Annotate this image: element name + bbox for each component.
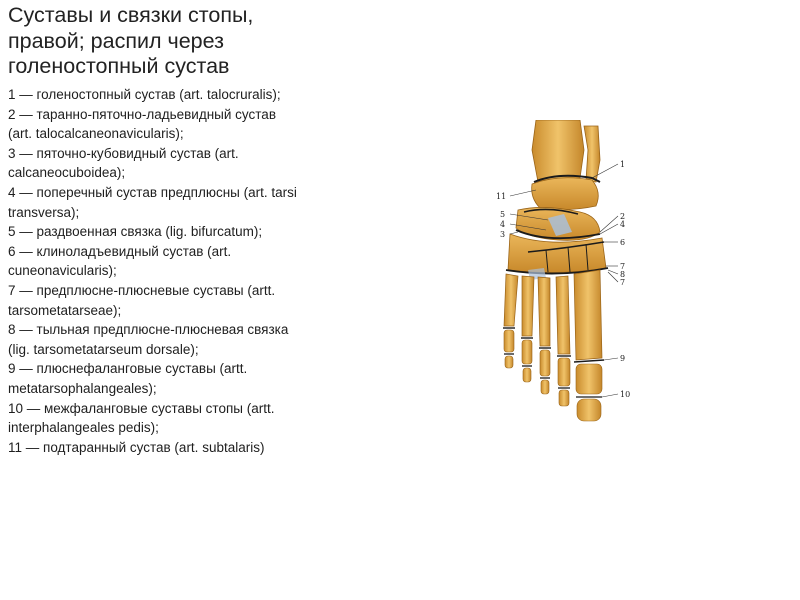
metatarsal-5 xyxy=(504,274,518,326)
legend-item: 5 — раздвоенная связка (lig. bifurcatum); xyxy=(8,224,263,240)
legend-item: 2 — таранно-пяточно-ладьевидный сустав (art. talocalcaneonavicularis); xyxy=(8,106,276,142)
phalanx xyxy=(540,350,550,376)
legend-item: 4 — поперечный сустав предплюсны (art. tarsi transversa); xyxy=(8,184,297,220)
metatarsal-2 xyxy=(556,276,570,354)
phalanx xyxy=(523,368,531,382)
callout-label: 5 xyxy=(500,210,506,219)
phalanx xyxy=(576,364,602,394)
phalanx xyxy=(504,330,514,352)
callout-label: 11 xyxy=(496,192,507,201)
metatarsal-4 xyxy=(522,276,534,336)
legend-list xyxy=(8,85,298,457)
tibia xyxy=(532,120,584,182)
fibula xyxy=(584,126,600,182)
legend-item: 10 — межфаланговые суставы стопы (artt. interphalangeales pedis); xyxy=(8,400,275,436)
callout-label: 2 xyxy=(620,212,626,221)
legend-item: 1 — голеностопный сустав (art. talocruralis); xyxy=(8,87,281,102)
phalanx xyxy=(558,358,570,386)
legend-item: 11 — подтаранный сустав (art. subtalaris) xyxy=(8,439,265,455)
phalanx xyxy=(577,399,601,421)
callout-label: 10 xyxy=(620,390,631,399)
callout-label: 6 xyxy=(620,238,626,247)
callout-label: 4 xyxy=(500,220,506,229)
legend-item: 6 — клиноладъевидный сустав (art. cuneonavicularis); xyxy=(8,243,232,279)
foot-skeleton-svg xyxy=(488,120,648,440)
talus xyxy=(532,178,599,210)
legend-item: 7 — предплюсне-плюсневые суставы (artt. tarsometatarseae); xyxy=(8,282,276,318)
callout-label: 7 xyxy=(620,262,626,271)
callout-label: 9 xyxy=(620,354,626,363)
foot-joints-illustration xyxy=(488,120,648,440)
callout-label: 4 xyxy=(620,220,626,229)
callout-label: 1 xyxy=(620,160,626,169)
metatarsal-3 xyxy=(538,277,550,346)
slide-title: Суставы и связки стопы, правой; распил через голеностопный сустав xyxy=(8,3,254,78)
callout-label: 8 xyxy=(620,270,626,279)
callout-label: 3 xyxy=(500,230,506,239)
callout-label: 7 xyxy=(620,278,626,287)
phalanx xyxy=(505,356,513,368)
legend-item: 8 — тыльная предплюсне-плюсневая связка (lig. tarsometatarseum dorsale); xyxy=(8,322,289,357)
phalanx xyxy=(522,340,532,364)
legend-item: 9 — плюснефаланговые суставы (artt. metatarsophalangeales); xyxy=(8,361,248,396)
phalanx xyxy=(541,380,549,394)
metatarsal-1 xyxy=(574,270,602,360)
legend-item: 3 — пяточно-кубовидный сустав (art. calcaneocuboidea); xyxy=(8,145,239,181)
phalanx xyxy=(559,390,569,406)
